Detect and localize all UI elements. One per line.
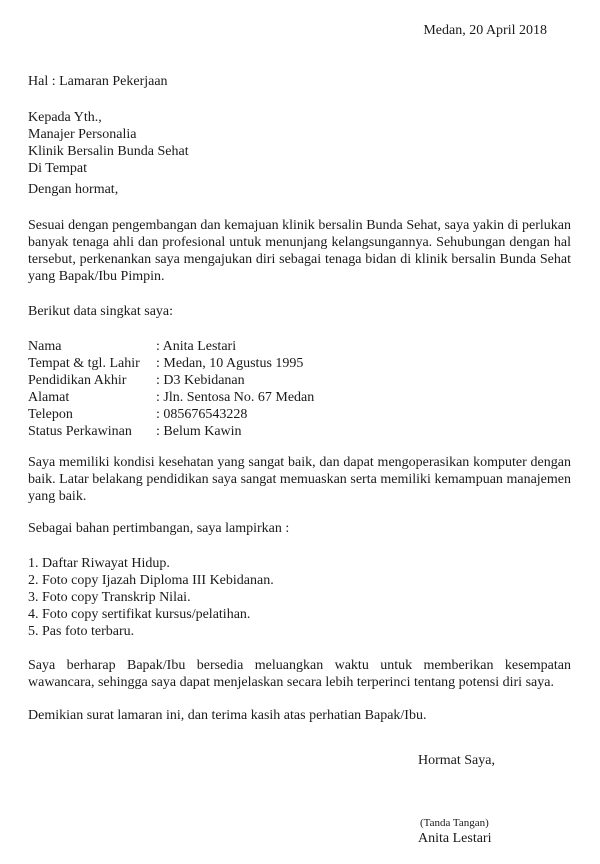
table-row bbox=[28, 389, 314, 406]
list-item: 5. Pas foto terbaru. bbox=[28, 624, 135, 639]
subject-line bbox=[28, 73, 571, 90]
data-value: : Anita Lestari bbox=[156, 339, 237, 354]
intro-paragraph bbox=[28, 217, 571, 285]
table-row bbox=[28, 372, 314, 389]
hope-paragraph bbox=[28, 657, 571, 691]
list-item: 1. Daftar Riwayat Hidup. bbox=[28, 556, 170, 571]
data-label: Tempat & tgl. Lahir bbox=[28, 356, 140, 371]
data-label: Alamat bbox=[28, 390, 70, 405]
table-row bbox=[28, 355, 314, 372]
table-row bbox=[28, 338, 314, 355]
signature-note: (Tanda Tangan) bbox=[420, 817, 489, 829]
greeting bbox=[28, 181, 571, 198]
table-row bbox=[28, 406, 314, 423]
personal-data-table bbox=[28, 338, 314, 440]
attachments-list bbox=[28, 555, 571, 640]
hope-text: Saya berharap Bapak/Ibu bersedia meluangkan waktu untuk memberikan kesempatan wawancara, sehingga saya dapat menjelaskan secara lebih terperinci tentang potensi diri saya. bbox=[28, 658, 571, 690]
data-value: : Jln. Sentosa No. 67 Medan bbox=[156, 390, 315, 405]
greeting-text: Dengan hormat, bbox=[28, 182, 119, 197]
closing-paragraph bbox=[28, 707, 571, 724]
recipient-line: Klinik Bersalin Bunda Sehat bbox=[28, 144, 189, 159]
recipient-address bbox=[28, 109, 571, 177]
attachments-intro-text: Sebagai bahan pertimbangan, saya lampirkan : bbox=[28, 521, 290, 536]
data-label: Status Perkawinan bbox=[28, 424, 132, 439]
data-intro-text: Berikut data singkat saya: bbox=[28, 304, 174, 319]
subject-text: Hal : Lamaran Pekerjaan bbox=[28, 74, 168, 89]
qualification-text: Saya memiliki kondisi kesehatan yang sangat baik, dan dapat mengoperasikan komputer dengan baik. Latar belakang pendidikan saya sangat memuaskan serta memiliki kemampuan manajemen yang baik. bbox=[28, 455, 571, 504]
table-row bbox=[28, 423, 314, 440]
closing-text: Demikian surat lamaran ini, dan terima kasih atas perhatian Bapak/Ibu. bbox=[28, 708, 427, 723]
letter-date: Medan, 20 April 2018 bbox=[423, 23, 547, 38]
data-label: Telepon bbox=[28, 407, 73, 422]
data-value: : Belum Kawin bbox=[156, 424, 242, 439]
attachments-intro bbox=[28, 520, 571, 537]
intro-text: Sesuai dengan pengembangan dan kemajuan klinik bersalin Bunda Sehat, saya yakin di perlukan banyak tenaga ahli dan profesional untuk menunjang kelangsungannya. Sehubungan dengan hal tersebut, perkenankan saya mengajukan diri sebagai tenaga bidan di klinik bersalin Bunda Sehat yang Bapak/Ibu Pimpin. bbox=[28, 218, 571, 284]
data-value: : 085676543228 bbox=[156, 407, 248, 422]
valediction: Hormat Saya, bbox=[418, 753, 495, 768]
signer-name: Anita Lestari bbox=[418, 831, 492, 846]
data-value: : D3 Kebidanan bbox=[156, 373, 245, 388]
qualification-paragraph bbox=[28, 454, 571, 505]
data-label: Pendidikan Akhir bbox=[28, 373, 127, 388]
recipient-line: Di Tempat bbox=[28, 161, 88, 176]
data-intro bbox=[28, 303, 571, 320]
recipient-line: Kepada Yth., bbox=[28, 110, 102, 125]
list-item: 2. Foto copy Ijazah Diploma III Kebidanan. bbox=[28, 573, 274, 588]
data-value: : Medan, 10 Agustus 1995 bbox=[156, 356, 304, 371]
recipient-line: Manajer Personalia bbox=[28, 127, 137, 142]
data-label: Nama bbox=[28, 339, 62, 354]
list-item: 3. Foto copy Transkrip Nilai. bbox=[28, 590, 191, 605]
list-item: 4. Foto copy sertifikat kursus/pelatihan. bbox=[28, 607, 251, 622]
